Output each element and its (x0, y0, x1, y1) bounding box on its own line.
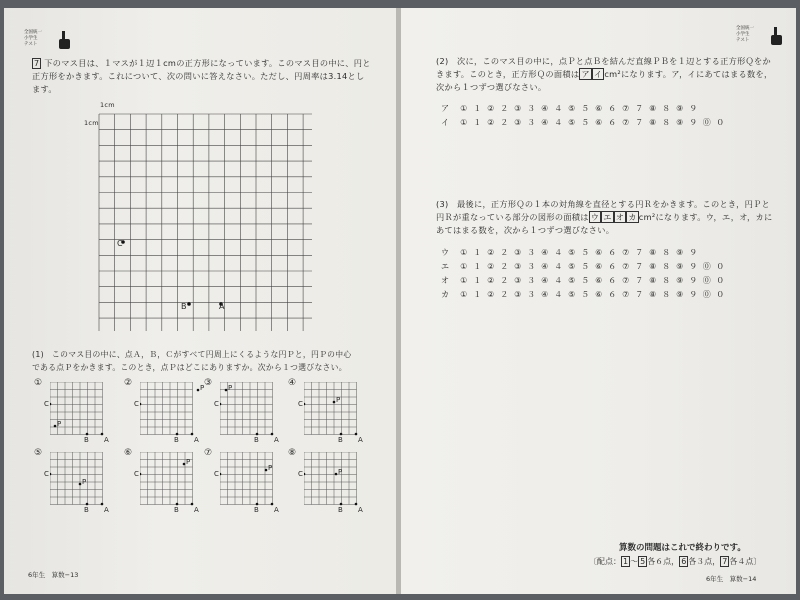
choice-option[interactable]: ２ (500, 104, 509, 113)
choice-row (441, 288, 727, 301)
option-number: ⑤ (34, 448, 43, 458)
option-mini-grid (50, 452, 110, 506)
choice-option[interactable]: ２ (500, 290, 509, 299)
option-point-a: A (104, 506, 109, 514)
test-logo (24, 30, 72, 52)
choice-row-label: ウ (441, 248, 449, 257)
main-grid-figure (82, 106, 312, 331)
option-point-p: P (268, 464, 273, 472)
choice-option[interactable]: ４ (554, 262, 563, 271)
choice-option[interactable]: ④ (541, 276, 549, 285)
choice-option[interactable]: ① (460, 104, 468, 113)
option-grid (288, 450, 368, 514)
choice-option[interactable]: １ (473, 118, 482, 127)
choice-option[interactable]: ② (487, 104, 495, 113)
option-point-c: C (44, 400, 49, 408)
option-point-b: B (254, 436, 259, 444)
choice-option[interactable]: ５ (581, 248, 590, 257)
choice-option[interactable]: ６ (608, 248, 617, 257)
choice-option[interactable]: ⑧ (649, 118, 657, 127)
choice-option[interactable]: ⑤ (568, 118, 576, 127)
choice-option[interactable]: ５ (581, 118, 590, 127)
option-point-c: C (298, 470, 303, 478)
q3-answer-box-ka: カ (628, 212, 637, 222)
choice-option[interactable]: ④ (541, 118, 549, 127)
points-each6: 各６点， (647, 557, 680, 566)
left-footer: 6年生 算数−13 (28, 571, 79, 579)
points-tilde: 〜 (630, 557, 639, 566)
point-a-label: A (219, 302, 225, 311)
choice-option[interactable]: ⑥ (595, 104, 603, 113)
option-point-a: A (194, 436, 199, 444)
choice-option[interactable]: ７ (635, 262, 644, 271)
points-prefix: 〔配点： (589, 557, 621, 566)
choice-option[interactable]: ⑨ (676, 118, 684, 127)
choice-option[interactable]: ８ (662, 276, 671, 285)
choice-option[interactable]: ⑤ (568, 248, 576, 257)
option-point-a: A (194, 506, 199, 514)
q3-answer-box-o: オ (615, 212, 625, 222)
logo-text: 全国統一 小学生 テスト (24, 30, 42, 47)
q2-line-1: (2) 次に，このマス目の中に，点Ｐと点Ｂを結んだ直線ＰＢを１辺とする正方形Ｑをか (436, 56, 772, 66)
choice-option[interactable]: ４ (554, 104, 563, 113)
choice-option[interactable]: ８ (662, 248, 671, 257)
option-point-p: P (228, 384, 233, 392)
main-grid (99, 114, 312, 331)
option-point-b: B (174, 436, 179, 444)
intro-line-2: 正方形をかきます。これについて、次の問いに答えなさい。ただし、円周率は3.14とし (32, 71, 365, 81)
choice-option[interactable]: ９ (689, 290, 698, 299)
points-q-start: 1 (623, 557, 629, 566)
choice-option[interactable]: ８ (662, 118, 671, 127)
choice-option[interactable]: ⑦ (622, 248, 630, 257)
choice-option[interactable]: ② (487, 276, 495, 285)
choice-option[interactable]: ⑧ (649, 290, 657, 299)
choice-row (441, 102, 700, 115)
choice-option[interactable]: ９ (689, 262, 698, 271)
option-point-p: P (336, 396, 341, 404)
option-point-p: P (186, 458, 191, 466)
choice-option[interactable]: ７ (635, 104, 644, 113)
option-point-b: B (338, 506, 343, 514)
choice-option[interactable]: ９ (689, 276, 698, 285)
points-each3: 各３点， (688, 557, 721, 566)
option-mini-grid (140, 382, 200, 436)
option-mini-grid (140, 452, 200, 506)
choice-option[interactable]: ０ (716, 290, 725, 299)
choice-option[interactable]: ４ (554, 276, 563, 285)
option-point-c: C (44, 470, 49, 478)
logo-text: 全国統一 小学生 テスト (736, 26, 754, 43)
q2-line-2b: cm²になります。ア，イにあてはまる数を， (604, 69, 773, 79)
choice-option[interactable]: ６ (608, 276, 617, 285)
choice-option[interactable]: ⑧ (649, 104, 657, 113)
choice-option[interactable]: ③ (514, 290, 522, 299)
points-q-end: 5 (640, 557, 646, 566)
option-point-a: A (358, 436, 363, 444)
choice-row (441, 246, 700, 259)
choice-option[interactable]: ⑥ (595, 262, 603, 271)
option-number: ⑦ (204, 448, 213, 458)
choice-option[interactable]: ４ (554, 290, 563, 299)
option-number: ④ (288, 378, 297, 388)
grid-label-left: 1cm (84, 119, 99, 127)
option-grid (34, 380, 114, 444)
choice-option[interactable]: ⓪ (702, 276, 711, 285)
points-each4: 各４点〕 (729, 557, 762, 566)
choice-option[interactable]: ⓪ (702, 290, 711, 299)
points-q6: 6 (681, 557, 687, 566)
pointing-hand-icon (56, 30, 72, 50)
option-point-p: P (82, 478, 87, 486)
choice-option[interactable]: ⑤ (568, 290, 576, 299)
choice-option[interactable]: ① (460, 276, 468, 285)
q2-answer-box-i: イ (593, 69, 603, 79)
q1-line-1: (1) このマス目の中に、点Ａ，Ｂ，Ｃがすべて円周上にくるような円Ｐと，円Ｐの中心 (32, 350, 352, 359)
choice-option[interactable]: ③ (514, 104, 522, 113)
option-point-p: P (338, 468, 343, 476)
intro-line-3: ます。 (32, 84, 57, 94)
choice-option[interactable]: ⑥ (595, 276, 603, 285)
choice-option[interactable]: ⑨ (676, 248, 684, 257)
choice-option[interactable]: ４ (554, 248, 563, 257)
question-2-text (436, 55, 781, 94)
choice-option[interactable]: ３ (527, 276, 536, 285)
choice-option[interactable]: ５ (581, 104, 590, 113)
q3-line-2a: 円Ｒが重なっている部分の図形の面積は (436, 212, 589, 222)
choice-option[interactable]: ⑥ (595, 248, 603, 257)
choice-option[interactable]: ５ (581, 276, 590, 285)
choice-row-label: オ (441, 276, 449, 285)
option-point-c: C (134, 400, 139, 408)
choice-row-label: イ (441, 118, 449, 127)
choice-option[interactable]: ⑦ (622, 118, 630, 127)
question-1-text (32, 348, 392, 374)
option-point-a: A (104, 436, 109, 444)
pointing-hand-icon (768, 26, 784, 46)
choice-row-label: エ (441, 262, 449, 271)
option-mini-grid (304, 382, 364, 436)
choice-option[interactable]: ３ (527, 248, 536, 257)
choice-option[interactable]: １ (473, 290, 482, 299)
choice-option[interactable]: ④ (541, 290, 549, 299)
choice-option[interactable]: ⑨ (676, 290, 684, 299)
choice-option[interactable]: ６ (608, 290, 617, 299)
option-number: ② (124, 378, 133, 388)
option-grid (34, 450, 114, 514)
choice-option[interactable]: ⑧ (649, 262, 657, 271)
choice-option[interactable]: ５ (581, 290, 590, 299)
option-point-a: A (358, 506, 363, 514)
choice-option[interactable]: ⑨ (676, 104, 684, 113)
q3-line-2b: cm²になります。ウ，エ，オ，カに (638, 212, 773, 222)
choice-option[interactable]: ０ (716, 276, 725, 285)
option-point-a: A (274, 436, 279, 444)
option-grid (124, 380, 204, 444)
choice-row (441, 274, 727, 287)
choice-option[interactable]: ８ (662, 104, 671, 113)
choice-row-label: カ (441, 290, 449, 299)
option-point-b: B (338, 436, 343, 444)
q3-line-3: あてはまる数を，次から１つずつ選びなさい。 (436, 225, 615, 235)
choice-option[interactable]: ６ (608, 104, 617, 113)
choice-option[interactable]: ０ (716, 118, 725, 127)
q1-line-2: である点Ｐをかきます。このとき，点Ｐはどこにありますか。次から１つ選びなさい。 (32, 363, 347, 372)
choice-option[interactable]: ① (460, 118, 468, 127)
choice-option[interactable]: ④ (541, 262, 549, 271)
choice-option[interactable]: ② (487, 290, 495, 299)
choice-option[interactable]: ① (460, 248, 468, 257)
choice-option[interactable]: ３ (527, 262, 536, 271)
q3-answer-box-u: ウ (590, 212, 600, 222)
point-c-label: C (117, 239, 123, 248)
intro-line-1: 下のマス目は、１マスが１辺１cmの正方形になっています。このマス目の中に、円と (44, 58, 371, 68)
points-note (589, 556, 761, 567)
option-point-c: C (298, 400, 303, 408)
choice-option[interactable]: ⑤ (568, 262, 576, 271)
choice-option[interactable]: ② (487, 262, 495, 271)
question-7-intro (32, 57, 387, 96)
points-q7: 7 (722, 557, 728, 566)
choice-option[interactable]: ７ (635, 118, 644, 127)
left-page (4, 8, 396, 594)
choice-option[interactable]: ６ (608, 262, 617, 271)
option-point-p: P (57, 420, 62, 428)
option-point-c: C (214, 400, 219, 408)
choice-option[interactable]: １ (473, 248, 482, 257)
choice-option[interactable]: ⑧ (649, 248, 657, 257)
option-point-b: B (174, 506, 179, 514)
choice-option[interactable]: ⓪ (702, 118, 711, 127)
choice-row (441, 260, 727, 273)
choice-option[interactable]: ３ (527, 118, 536, 127)
choice-option[interactable]: ７ (635, 248, 644, 257)
option-point-b: B (84, 436, 89, 444)
option-number: ⑥ (124, 448, 133, 458)
question-number: 7 (34, 59, 40, 68)
option-point-p: P (200, 384, 205, 392)
choice-option[interactable]: １ (473, 276, 482, 285)
q3-line-1: (3) 最後に，正方形Ｑの１本の対角線を直径とする円Ｒをかきます。このとき，円Ｐと (436, 199, 771, 209)
choice-option[interactable]: ９ (689, 118, 698, 127)
q2-answer-box-a: ア (581, 69, 590, 79)
question-3-text (436, 198, 786, 237)
option-mini-grid (304, 452, 364, 506)
choice-option[interactable]: ⓪ (702, 262, 711, 271)
choice-option[interactable]: ② (487, 118, 495, 127)
option-number: ⑧ (288, 448, 297, 458)
option-point-b: B (254, 506, 259, 514)
choice-option[interactable]: ① (460, 262, 468, 271)
point-b-dot (187, 302, 191, 306)
choice-option[interactable]: ③ (514, 262, 522, 271)
choice-option[interactable]: ⑦ (622, 104, 630, 113)
option-number: ③ (204, 378, 213, 388)
choice-option[interactable]: ⑨ (676, 276, 684, 285)
choice-option[interactable]: ２ (500, 248, 509, 257)
choice-option[interactable]: １ (473, 262, 482, 271)
q2-line-2a: きます。このとき，正方形Ｑの面積は (436, 69, 580, 79)
grid-label-top: 1cm (100, 101, 115, 109)
option-grid (124, 450, 204, 514)
choice-option[interactable]: ⑥ (595, 118, 603, 127)
choice-option[interactable]: ⑦ (622, 276, 630, 285)
right-page (401, 8, 796, 594)
choice-option[interactable]: ７ (635, 276, 644, 285)
q2-line-3: 次から１つずつ選びなさい。 (436, 82, 547, 92)
choice-option[interactable]: ① (460, 290, 468, 299)
choice-option[interactable]: ２ (500, 118, 509, 127)
option-point-a: A (274, 506, 279, 514)
choice-option[interactable]: ② (487, 248, 495, 257)
choice-option[interactable]: ５ (581, 262, 590, 271)
choice-option[interactable]: ３ (527, 290, 536, 299)
choice-option[interactable]: ⑦ (622, 290, 630, 299)
choice-option[interactable]: ③ (514, 276, 522, 285)
choice-option[interactable]: ９ (689, 104, 698, 113)
option-point-c: C (214, 470, 219, 478)
point-b-label: B (181, 302, 187, 311)
choice-option[interactable]: ３ (527, 104, 536, 113)
choice-option[interactable]: ０ (716, 262, 725, 271)
choice-option[interactable]: ⑤ (568, 276, 576, 285)
choice-option[interactable]: ⑦ (622, 262, 630, 271)
choice-option[interactable]: ７ (635, 290, 644, 299)
choice-option[interactable]: ４ (554, 118, 563, 127)
choice-option[interactable]: ④ (541, 104, 549, 113)
choice-option[interactable]: ⑧ (649, 276, 657, 285)
choice-option[interactable]: ２ (500, 276, 509, 285)
end-message: 算数の問題はこれで終わりです。 (619, 543, 746, 553)
option-grid (204, 380, 284, 444)
choice-option[interactable]: ⑨ (676, 262, 684, 271)
choice-option[interactable]: １ (473, 104, 482, 113)
option-number: ① (34, 378, 43, 388)
option-mini-grid (220, 452, 280, 506)
choice-option[interactable]: ③ (514, 118, 522, 127)
option-grid (288, 380, 368, 444)
right-footer: 6年生 算数−14 (706, 575, 757, 583)
choice-option[interactable]: ⑥ (595, 290, 603, 299)
option-point-c: C (134, 470, 139, 478)
choice-option[interactable]: ③ (514, 248, 522, 257)
option-point-b: B (84, 506, 89, 514)
test-logo (736, 26, 784, 48)
choice-option[interactable]: ２ (500, 262, 509, 271)
choice-option[interactable]: ６ (608, 118, 617, 127)
option-grid (204, 450, 284, 514)
choice-option[interactable]: ９ (689, 248, 698, 257)
choice-option[interactable]: ８ (662, 290, 671, 299)
choice-option[interactable]: ⑤ (568, 104, 576, 113)
choice-option[interactable]: ８ (662, 262, 671, 271)
q3-answer-box-e: エ (603, 212, 612, 222)
choice-option[interactable]: ④ (541, 248, 549, 257)
choice-row (441, 116, 727, 129)
choice-row-label: ア (441, 104, 449, 113)
